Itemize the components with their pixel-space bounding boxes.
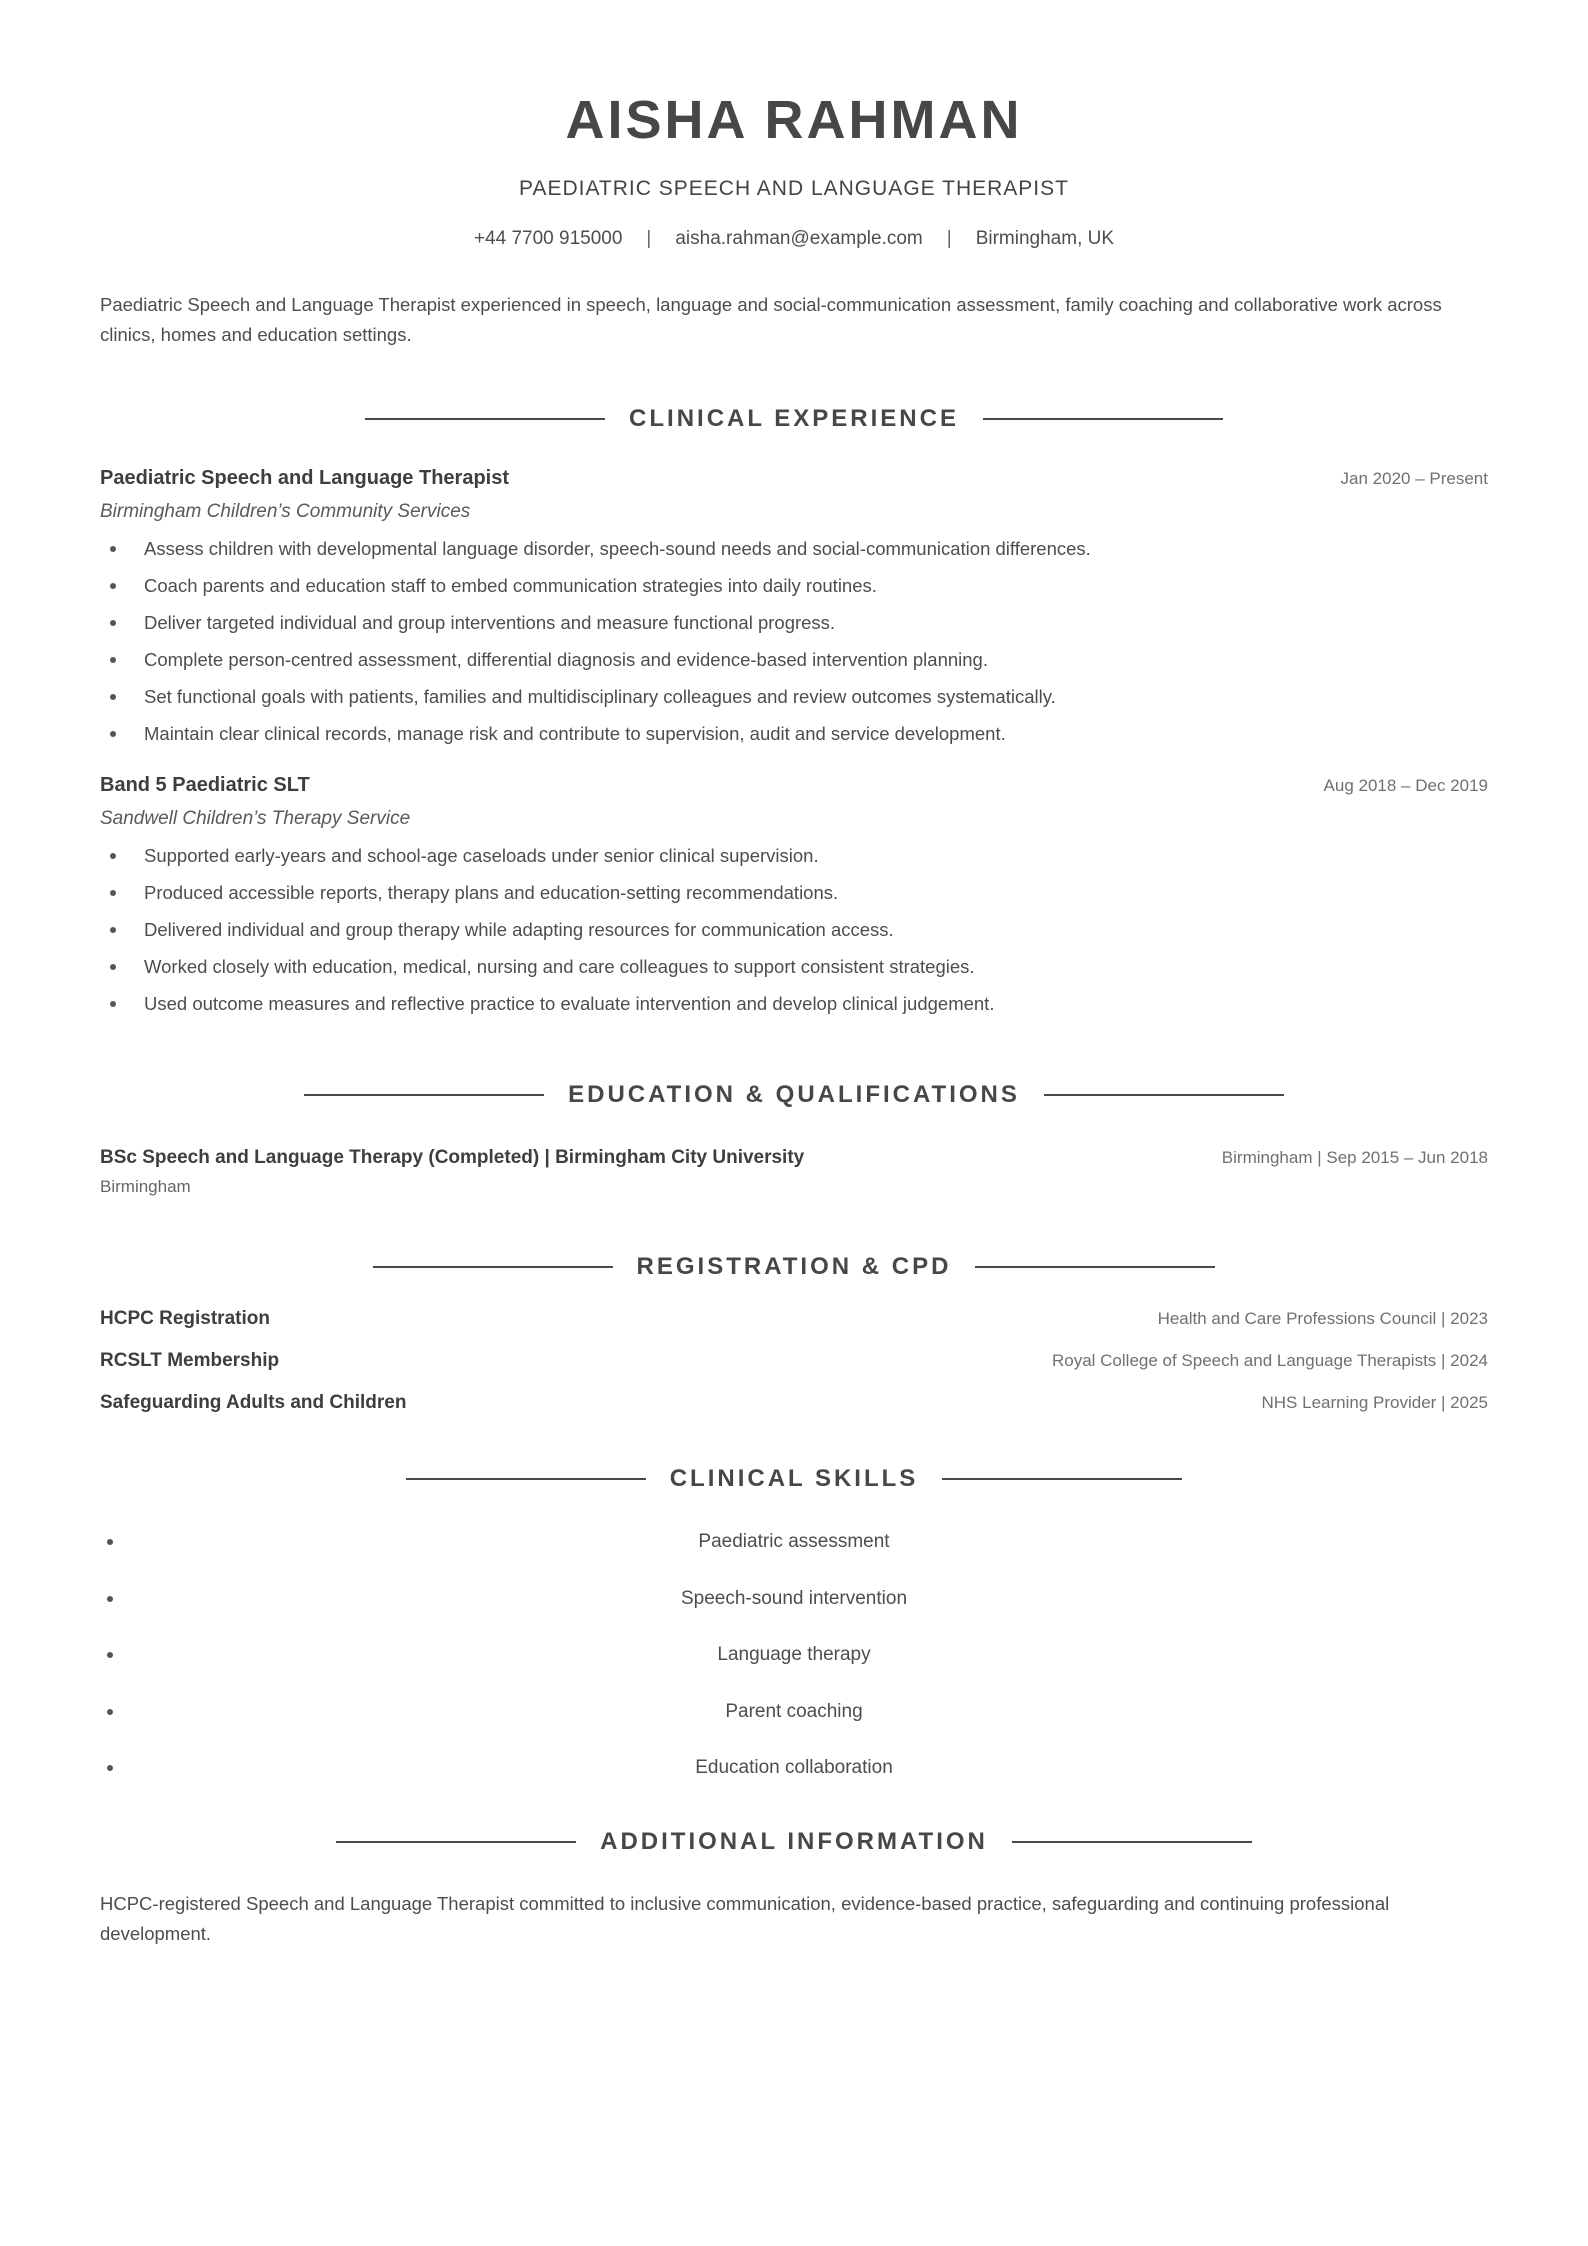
job-entry [100,771,1488,1022]
job-role: PAEDIATRIC SPEECH AND LANGUAGE THERAPIST [519,177,1069,200]
duty-item: Assess children with developmental language disorder, speech-sound needs and social-communication differences. [144,530,1488,567]
job-organisation: Birmingham Children’s Community Services [100,501,471,522]
divider-rule [975,1266,1215,1268]
skills-section-header [100,1464,1488,1494]
job-organisation: Sandwell Children’s Therapy Service [100,808,411,829]
registration-meta: Royal College of Speech and Language Therapists | 2024 [1051,1351,1488,1370]
registration-section-header [100,1252,1488,1282]
contact-line [100,226,1488,252]
duty-item: Produced accessible reports, therapy plans and education-setting recommendations. [144,874,1488,911]
duty-item: Supported early-years and school-age caseloads under senior clinical supervision. [144,837,1488,874]
candidate-name: AISHA RAHMAN [565,90,1023,150]
divider-rule [304,1094,544,1096]
registration-name: HCPC Registration [100,1308,270,1329]
section-title-skills: CLINICAL SKILLS [669,1465,919,1492]
job-duties-list [100,837,1488,1022]
education-section-header [100,1080,1488,1110]
job-dates: Aug 2018 – Dec 2019 [1323,776,1488,795]
skill-item: Paediatric assessment [100,1528,1488,1585]
registration-meta: Health and Care Professions Council | 2023 [1157,1309,1488,1328]
divider-rule [942,1478,1182,1480]
job-dates: Jan 2020 – Present [1340,469,1488,488]
location: Birmingham, UK [975,228,1115,249]
duty-item: Coach parents and education staff to embed communication strategies into daily routines. [144,567,1488,604]
registration-name: Safeguarding Adults and Children [100,1392,407,1413]
education-entry [100,1144,1488,1200]
degree-meta: Birmingham | Sep 2015 – Jun 2018 [1221,1148,1488,1167]
section-title-experience: CLINICAL EXPERIENCE [629,405,959,432]
registration-name: RCSLT Membership [100,1350,280,1371]
divider-rule [373,1266,613,1268]
skill-item: Education collaboration [100,1754,1488,1811]
experience-section-header [100,404,1488,434]
duty-item: Delivered individual and group therapy while adapting resources for communication access. [144,911,1488,948]
section-title-education: EDUCATION & QUALIFICATIONS [568,1081,1020,1108]
degree-title: BSc Speech and Language Therapy (Completed) | Birmingham City University [100,1147,805,1168]
registration-list [100,1308,1488,1434]
divider-rule [336,1841,576,1843]
additional-information-text: HCPC-registered Speech and Language Therapist committed to inclusive communication, evidence-based practice, safeguarding and continuing professional development. [100,1892,1390,1944]
job-title: Band 5 Paediatric SLT [100,774,310,796]
section-title-registration: REGISTRATION & CPD [636,1253,952,1280]
duty-item: Worked closely with education, medical, nursing and care colleagues to support consistent strategies. [144,948,1488,985]
duty-item: Deliver targeted individual and group interventions and measure functional progress. [144,604,1488,641]
skill-item: Parent coaching [100,1698,1488,1755]
divider-rule [1044,1094,1284,1096]
degree-city: Birmingham [100,1177,191,1196]
divider-rule [1012,1841,1252,1843]
registration-row [100,1308,1488,1350]
job-duties-list [100,530,1488,752]
duty-item: Complete person-centred assessment, differential diagnosis and evidence-based intervention planning. [144,641,1488,678]
phone-number: +44 7700 915000 [473,228,623,249]
divider-rule [983,418,1223,420]
contact-separator: | [646,228,652,249]
contact-separator: | [946,228,952,249]
duty-item: Set functional goals with patients, families and multidisciplinary colleagues and review outcomes systematically. [144,678,1488,715]
divider-rule [365,418,605,420]
skill-item: Speech-sound intervention [100,1585,1488,1642]
job-title: Paediatric Speech and Language Therapist [100,467,510,489]
divider-rule [406,1478,646,1480]
profile-summary: Paediatric Speech and Language Therapist experienced in speech, language and social-communication assessment, family coaching and collaborative work across clinics, homes and education settings. [100,294,1442,345]
duty-item: Used outcome measures and reflective practice to evaluate intervention and develop clinical judgement. [144,985,1488,1022]
registration-row [100,1350,1488,1392]
registration-row [100,1392,1488,1434]
email-address: aisha.rahman@example.com [675,228,923,249]
skills-list [100,1528,1488,1811]
section-title-additional: ADDITIONAL INFORMATION [600,1827,988,1855]
duty-item: Maintain clear clinical records, manage risk and contribute to supervision, audit and service development. [144,715,1488,752]
additional-section-header [100,1827,1488,1857]
registration-meta: NHS Learning Provider | 2025 [1261,1393,1488,1412]
job-entry [100,464,1488,752]
skill-item: Language therapy [100,1641,1488,1698]
